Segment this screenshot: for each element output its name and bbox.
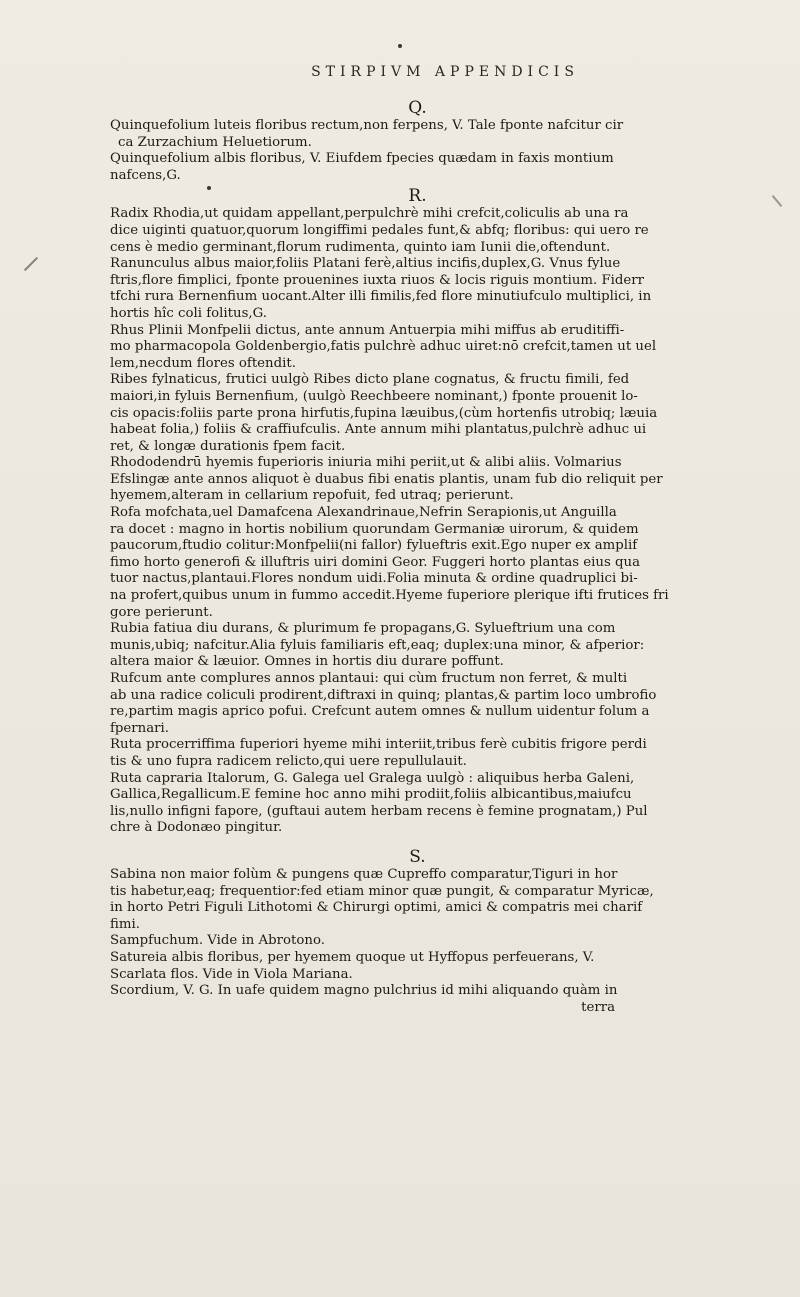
text-line: Satureia albis floribus, per hyemem quoque ut Hyffopus perfeuerans, V. [110, 949, 595, 965]
ink-speck [207, 186, 211, 190]
ink-speck [398, 44, 402, 48]
text-line: Rufcum ante complures annos plantaui: qui cùm fructum non ferret, & multi [110, 671, 628, 686]
text-line: ra docet : magno in hortis nobilium quorundam Germaniæ uirorum, & quidem [110, 521, 639, 537]
text-line: gore perierunt. [110, 604, 213, 620]
text-line: Quinquefolium luteis floribus rectum,non ferpens, V. Tale fponte nafcitur cir [110, 118, 624, 133]
section-r-lines [110, 206, 725, 837]
text-line: na profert,quibus unum in fummo accedit.Hyeme fuperiore plerique ifti frutices fri [110, 588, 669, 604]
text-line: cens è medio germinant,florum rudimenta, quinto iam Iunii die,oftendunt. [110, 239, 611, 255]
text-line: Rofa mofchata,uel Damafcena Alexandrinaue,Nefrin Serapionis,ut Anguilla [110, 505, 617, 521]
text-line: tis habetur,eaq; frequentior:fed etiam minor quæ pungit, & comparatur Myricæ, [110, 883, 654, 899]
text-line: Gallica,Regallicum.E femine hoc anno mihi prodiit,foliis albicantibus,maiufcu [110, 787, 632, 803]
text-line: tfchi rura Bernenfium uocant.Alter illi fimilis,fed flore minutiufculo multiplici, in [110, 289, 652, 305]
text-line: cis opacis:foliis parte prona hirfutis,fupina læuibus,(cùm hortenfis utrobiq; læuia [110, 405, 658, 421]
text-line: chre à Dodonæo pingitur. [110, 820, 283, 836]
text-line: Ruta procerriffima fuperiori hyeme mihi interiit,tribus ferè cubitis frigore perdi [110, 737, 647, 753]
text-line: mo pharmacopola Goldenbergio,fatis pulchrè adhuc uiret:nō crefcit,tamen ut uel [110, 339, 657, 355]
text-line: ca Zurzachium Heluetiorum. [118, 134, 312, 150]
page-body [110, 96, 725, 1016]
catchword: terra [581, 999, 615, 1015]
text-line: fimo horto generofi & illuftris uiri domini Geor. Fuggeri horto plantas eius qua [110, 554, 641, 570]
text-line: lis,nullo infigni fapore, (guftaui autem herbam recens è femine prognatam,) Pul [110, 803, 648, 819]
section-q-lines [110, 118, 725, 184]
text-line: munis,ubiq; nafcitur.Alia fyluis familiaris eft,eaq; duplex:una minor, & afperior: [110, 637, 645, 653]
text-line: ab una radice coliculi prodirent,diftraxi in quinq; plantas,& partim loco umbrofio [110, 687, 657, 703]
text-line: Ranunculus albus maior,foliis Platani ferè,altius incifis,duplex,G. Vnus fylue [110, 256, 621, 272]
text-line: Quinquefolium albis floribus, V. Eiufdem fpecies quædam in faxis montium [110, 151, 614, 167]
margin-pen-mark [24, 257, 38, 271]
text-line: fimi. [110, 916, 140, 932]
section-letter-q: Q. [408, 98, 427, 118]
text-line: Sampfuchum. Vide in Abrotono. [110, 933, 325, 949]
text-line: nafcens,G. [110, 167, 181, 183]
section-letter-r: R. [408, 186, 427, 207]
text-line: hortis hîc coli folitus,G. [110, 305, 268, 321]
text-line: tuor nactus,plantaui.Flores nondum uidi.Folia minuta & ordine quadruplici bi- [110, 571, 638, 587]
text-line: tis & uno fupra radicem relicto,qui uere repullulauit. [110, 753, 467, 769]
text-line: in horto Petri Figuli Lithotomi & Chirurgi optimi, amici & compatris mei charif [110, 900, 643, 916]
text-line: ret, & longæ durationis fpem facit. [110, 438, 346, 454]
text-line: Sabina non maior folùm & pungens quæ Cupreffo comparatur,Tiguri in hor [110, 866, 618, 882]
text-line: habeat folia,) foliis & craffiufculis. Ante annum mihi plantatus,pulchrè adhuc ui [110, 422, 647, 438]
text-line: Rhododendrū hyemis fuperioris iniuria mihi periit,ut & alibi aliis. Volmarius [110, 455, 622, 471]
section-letter-s: S. [409, 846, 426, 867]
margin-pen-mark [772, 195, 783, 207]
text-line: Rubia fatiua diu durans, & plurimum fe propagans,G. Sylueftrium una com [110, 621, 616, 637]
text-line: altera maior & læuior. Omnes in hortis diu durare poffunt. [110, 654, 504, 670]
text-line: Rhus Plinii Monfpelii dictus, ante annum Antuerpia mihi miffus ab eruditiffi- [110, 322, 625, 338]
text-line: ftris,flore fimplici, fponte prouenines iuxta riuos & locis riguis montium. Fiderr [110, 272, 645, 288]
text-line: Ribes fylnaticus, frutici uulgò Ribes dicto plane cognatus, & fructu fimili, fed [110, 372, 630, 388]
text-line: Scordium, V. G. In uafe quidem magno pulchrius id mihi aliquando quàm in [110, 983, 618, 999]
text-line: hyemem,alteram in cellarium repofuit, fed utraq; perierunt. [110, 488, 514, 504]
section-s-lines [110, 867, 725, 1016]
text-line: paucorum,ftudio colitur:Monfpelii(ni fallor) fylueftris exit.Ego nuper ex amplif [110, 538, 638, 554]
text-line: fpernari. [110, 720, 169, 736]
text-line: Ruta capraria Italorum, G. Galega uel Gralega uulgò : aliquibus herba Galeni, [110, 770, 635, 786]
text-line: dice uiginti quatuor,quorum longiffimi pedales funt,& abfq; floribus: qui uero re [110, 222, 649, 238]
text-line: Efslingæ ante annos aliquot è duabus fibi enatis plantis, unam fub dio reliquit per [110, 471, 663, 487]
text-line: Radix Rhodia,ut quidam appellant,perpulchrè mihi crefcit,coliculis ab una ra [110, 206, 629, 222]
text-line: re,partim magis aprico pofui. Crefcunt autem omnes & nullum uidentur folum a [110, 704, 650, 720]
text-line: maiori,in fyluis Bernenfium, (uulgò Reechbeere nominant,) fponte prouenit lo- [110, 388, 638, 404]
text-line: Scarlata flos. Vide in Viola Mariana. [110, 966, 353, 982]
text-line: lem,necdum flores oftendit. [110, 355, 296, 371]
running-title: STIRPIVM APPENDICIS [311, 64, 579, 80]
